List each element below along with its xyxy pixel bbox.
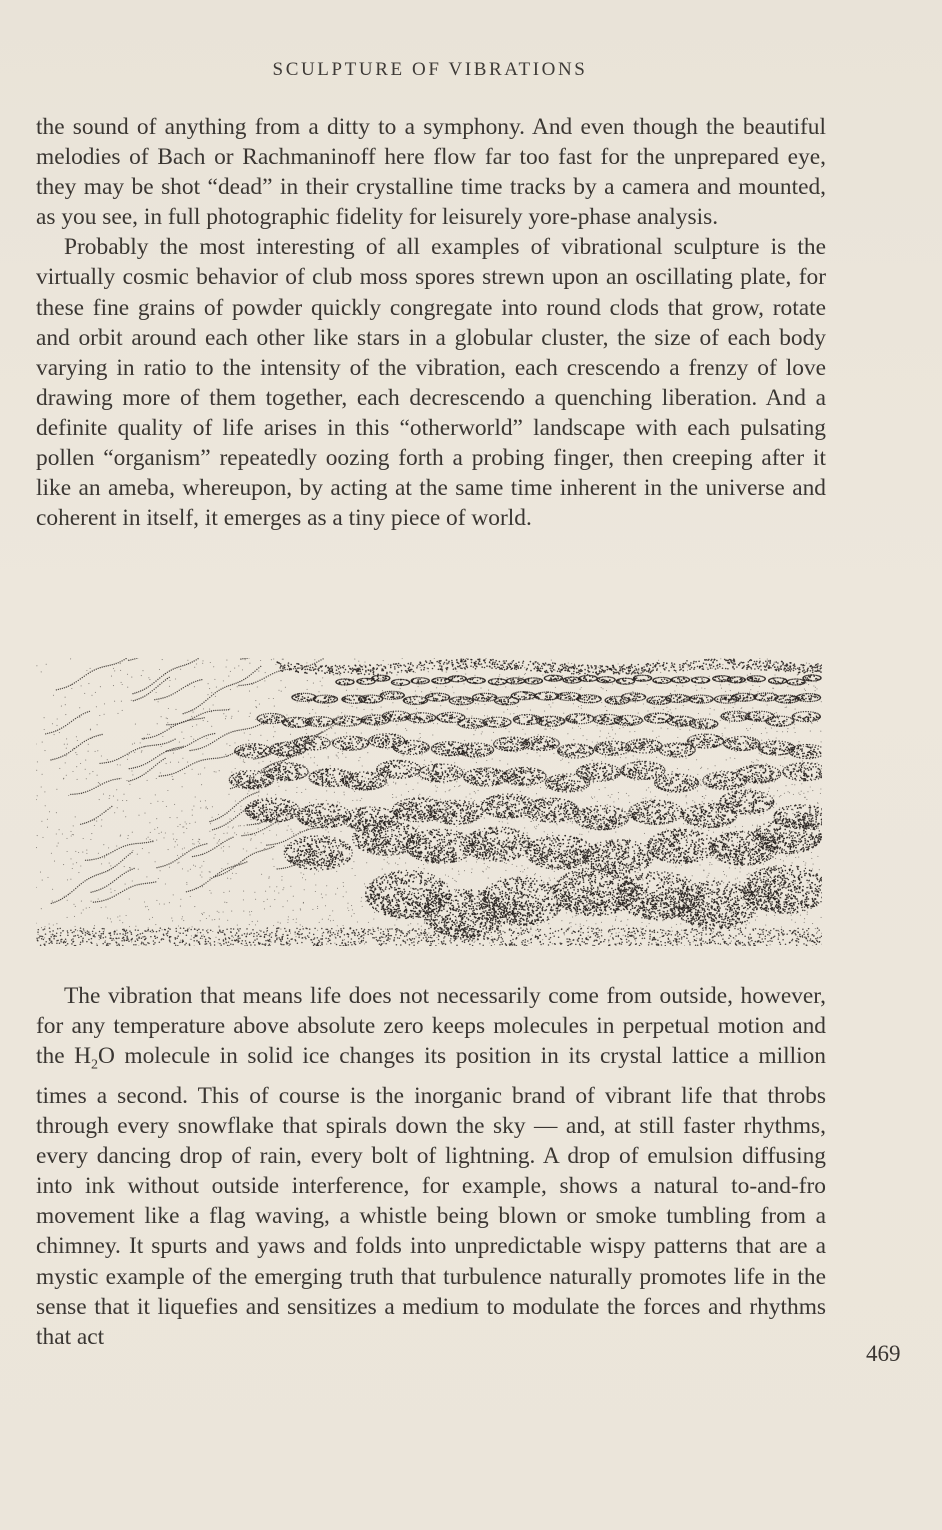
paragraph-3-subscript: 2 <box>91 1058 98 1073</box>
paragraph-3-part-2: O molecule in solid ice changes its position in its crystal lattice a million times a second. This of course is the inorganic brand of vibrant life that throbs through every snowflake that spirals down the sky — and, at still faster rhythms, every dancing drop of rain, every bolt of lightning. A drop of emulsion diffusing into ink without outside interference, for example, shows a natural to-and-fro movement like a flag waving, a whistle being blown or smoke tumbling from a chimney. It spurts and yaws and folds into unpredictable wispy patterns that are a mystic example of the emerging truth that turbulence naturally promotes life in the sense that it liquefies and sensitizes a medium to modulate the forces and rhythms that act <box>36 1043 826 1350</box>
running-head: SCULPTURE OF VIBRATIONS <box>0 59 860 81</box>
text-block-bottom <box>36 981 826 1352</box>
spore-clod-illustration <box>36 658 822 946</box>
page-number: 469 <box>866 1341 901 1367</box>
text-block-top <box>36 112 826 533</box>
stipple-drawing <box>36 658 822 946</box>
paragraph-2: Probably the most interesting of all examples of vibrational sculpture is the virtually cosmic behavior of club moss spores strewn upon an oscillating plate, for these fine grains of powder quickly congregate into round clods that grow, rotate and orbit around each other like stars in a globular cluster, the size of each body varying in ratio to the intensity of the vibration, each crescendo a frenzy of love drawing more of them together, each decrescendo a quenching liberation. And a definite quality of life arises in this “otherworld” landscape with each pulsating pollen “organism” repeatedly oozing forth a probing finger, then creeping after it like an ameba, whereupon, by acting at the same time inherent in the universe and coherent in itself, it emerges as a tiny piece of world. <box>36 232 826 533</box>
paragraph-3-part-1: The vibration that means life does not necessarily come from outside, however, for any temperature above absolute zero keeps molecules in perpetual motion and the H <box>36 983 826 1069</box>
paragraph-1: the sound of anything from a ditty to a symphony. And even though the beautiful melodies of Bach or Rachmaninoff here flow far too fast for the unprepared eye, they may be shot “dead” in their crystalline time tracks by a camera and mounted, as you see, in full photographic fidelity for leisurely yore-phase analysis. <box>36 112 826 232</box>
paragraph-3 <box>36 981 826 1352</box>
